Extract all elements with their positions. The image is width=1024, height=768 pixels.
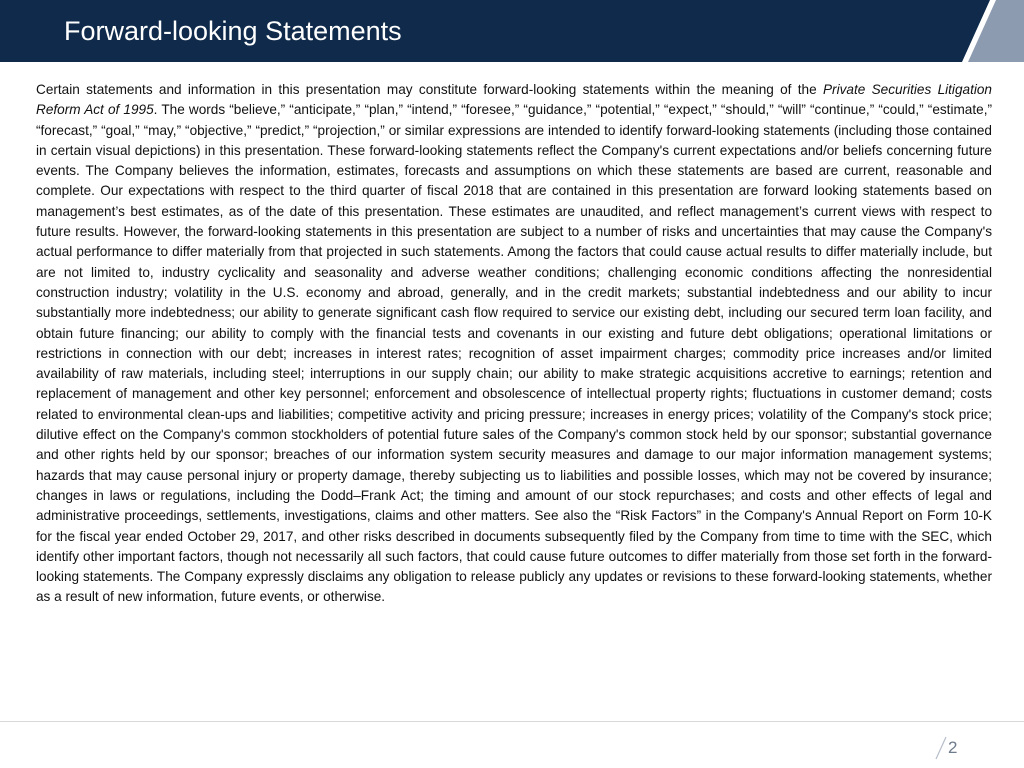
page-number-block — [934, 736, 974, 762]
title-banner — [0, 0, 1024, 62]
footer-divider — [0, 721, 1024, 722]
slide-title: Forward-looking Statements — [64, 16, 402, 46]
statement-intro-text: Certain statements and information in this presentation may constitute forward-looking statements within the meaning of the — [36, 82, 823, 97]
statement-main-text: . The words “believe,” “anticipate,” “plan,” “intend,” “foresee,” “guidance,” “potential,” “expect,” “should,” “will” “continue,” “could,” “estimate,” “forecast,” “goal,” “may,” “objective,” “predict,” “projection,” or similar expressions are intended to identify forward-looking statements (including those contained in certain visual depictions) in this presentation. These forward-looking statements reflect the Company's current expectations and/or beliefs concerning future events. The Company believes the information, estimates, forecasts and assumptions on which these statements are based are current, reasonable and complete. Our expectations with respect to the third quarter of fiscal 2018 that are contained in this presentation are forward looking statements based on management’s best estimates, as of the date of this presentation. These estimates are unaudited, and reflect management’s current views with respect to future results. However, the forward-looking statements in this presentation are subject to a number of risks and uncertainties that may cause the Company's actual performance to differ materially from that projected in such statements. Among the factors that could cause actual results to differ materially include, but are not limited to, industry cyclicality and seasonality and adverse weather conditions; challenging economic conditions affecting the nonresidential construction industry; volatility in the U.S. economy and abroad, generally, and in the credit markets; substantial indebtedness and our ability to incur substantially more indebtedness; our ability to generate significant cash flow required to service our existing debt, including our secured term loan facility, and obtain future financing; our ability to comply with the financial tests and covenants in our existing and future debt obligations; operational limitations or restrictions in connection with our debt; increases in interest rates; recognition of asset impairment charges; commodity price increases and/or limited availability of raw materials, including steel; interruptions in our supply chain; our ability to make strategic acquisitions accretive to earnings; retention and replacement of management and other key personnel; enforcement and obsolescence of intellectual property rights; fluctuations in customer demand; costs related to environmental clean-ups and liabilities; competitive activity and pricing pressure; increases in energy prices; volatility of the Company's stock price; dilutive effect on the Company's common stockholders of potential future sales of the Company's common stock held by our sponsor; substantial governance and other rights held by our sponsor; breaches of our information system security measures and damage to our major information management systems; hazards that may cause personal injury or property damage, thereby subjecting us to liabilities and possible losses, which may not be covered by insurance; changes in laws or regulations, including the Dodd–Frank Act; the timing and amount of our stock repurchases; and costs and other effects of legal and administrative proceedings, settlements, investigations, claims and other matters. See also the “Risk Factors” in the Company's Annual Report on Form 10-K for the fiscal year ended October 29, 2017, and other risks described in documents subsequently filed by the Company from time to time with the SEC, which identify other important factors, though not necessarily all such factors, that could cause future outcomes to differ materially from those set forth in the forward-looking statements. The Company expressly disclaims any obligation to release publicly any updates or revisions to these forward-looking statements, whether as a result of new information, future events, or otherwise. — [36, 102, 993, 605]
page-number: 2 — [948, 738, 958, 757]
page-slash-icon — [934, 736, 948, 760]
forward-looking-statement-body — [36, 80, 992, 608]
act-name-italic: Private Securities Litigation Reform Act of 1995 — [36, 82, 992, 118]
